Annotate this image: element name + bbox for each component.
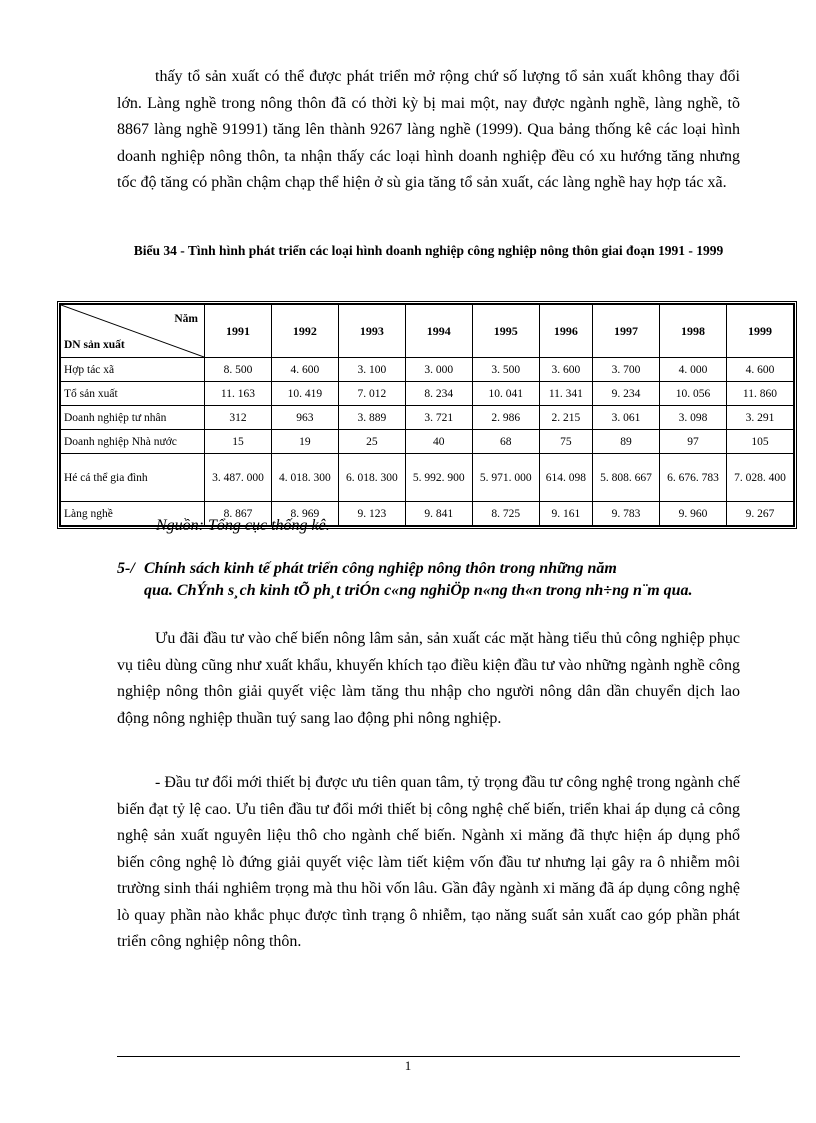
- table-cell: 3. 500: [472, 358, 539, 382]
- table-cell: 7. 012: [338, 382, 405, 406]
- table-cell: 3. 098: [660, 406, 727, 430]
- table-cell: 11. 860: [726, 382, 793, 406]
- table-cell: 3. 000: [405, 358, 472, 382]
- year-header-1995: 1995: [472, 305, 539, 358]
- table-cell: 6. 676. 783: [660, 454, 727, 502]
- year-header-1997: 1997: [593, 305, 660, 358]
- statistics-table: [60, 304, 794, 526]
- table-cell: 9. 161: [539, 502, 592, 526]
- table-cell: 10. 056: [660, 382, 727, 406]
- table-cell: 40: [405, 430, 472, 454]
- table-cell: 9. 267: [726, 502, 793, 526]
- table-row: [61, 430, 794, 454]
- table-cell: 3. 721: [405, 406, 472, 430]
- table-cell: 10. 419: [271, 382, 338, 406]
- table-cell: 89: [593, 430, 660, 454]
- table-cell: 8. 969: [271, 502, 338, 526]
- year-header-1993: 1993: [338, 305, 405, 358]
- section-heading: [117, 558, 740, 602]
- table-cell: 3. 061: [593, 406, 660, 430]
- table-cell: 11. 341: [539, 382, 592, 406]
- table-header-row: [61, 305, 794, 358]
- table-cell: 9. 783: [593, 502, 660, 526]
- table-cell: 8. 500: [205, 358, 272, 382]
- year-header-1996: 1996: [539, 305, 592, 358]
- year-header-1994: 1994: [405, 305, 472, 358]
- table-cell: 19: [271, 430, 338, 454]
- row-label: Hé cá thể gia đình: [61, 454, 205, 502]
- row-label: Doanh nghiệp Nhà nước: [61, 430, 205, 454]
- table-row: [61, 454, 794, 502]
- year-header-1999: 1999: [726, 305, 793, 358]
- table-cell: 105: [726, 430, 793, 454]
- year-header-1991: 1991: [205, 305, 272, 358]
- table-cell: 11. 163: [205, 382, 272, 406]
- table-row: [61, 382, 794, 406]
- table-cell: 3. 100: [338, 358, 405, 382]
- year-header-1998: 1998: [660, 305, 727, 358]
- table-cell: 963: [271, 406, 338, 430]
- table-cell: 4. 000: [660, 358, 727, 382]
- section-heading-line2: qua. ChÝnh s¸ch kinh tÕ ph¸t triÓn c«ng nghiÖp n«ng th«n trong nh÷ng n¨m qua.: [144, 582, 693, 599]
- table-cell: 15: [205, 430, 272, 454]
- table-cell: 6. 018. 300: [338, 454, 405, 502]
- table-cell: 4. 018. 300: [271, 454, 338, 502]
- row-label: Tổ sản xuất: [61, 382, 205, 406]
- table-cell: 2. 215: [539, 406, 592, 430]
- source-note: Nguồn: Tổng cục thống kê.: [156, 517, 330, 534]
- table-cell: 10. 041: [472, 382, 539, 406]
- statistics-table-frame: [57, 301, 797, 529]
- table-cell: 3. 291: [726, 406, 793, 430]
- table-cell: 312: [205, 406, 272, 430]
- table-cell: 614. 098: [539, 454, 592, 502]
- table-cell: 9. 960: [660, 502, 727, 526]
- table-cell: 7. 028. 400: [726, 454, 793, 502]
- paragraph-incentives: Ưu đãi đầu tư vào chế biến nông lâm sản, sản xuất các mặt hàng tiểu thủ công nghiệp phục vụ tiêu dùng cũng như xuất khẩu, khuyến khích tạo điều kiện đầu tư vào những ngành nghề công nghiệp nông thôn giải quyết việc làm tăng thu nhập cho người nông dân dần chuyển dịch lao động nông nghiệp thuần tuý sang lao động phi nông nghiệp.: [117, 630, 740, 727]
- table-cell: 3. 889: [338, 406, 405, 430]
- year-header-1992: 1992: [271, 305, 338, 358]
- table-cell: 9. 841: [405, 502, 472, 526]
- corner-label-year: Năm: [174, 313, 198, 325]
- row-label: Doanh nghiệp tư nhân: [61, 406, 205, 430]
- table-cell: 4. 600: [271, 358, 338, 382]
- page-number: 1: [404, 1058, 412, 1073]
- table-caption: Biểu 34 - Tình hình phát triển các loại hình doanh nghiệp công nghiệp nông thôn giai đoạn 1991 - 1999: [133, 243, 724, 258]
- table-cell: 75: [539, 430, 592, 454]
- table-cell: 9. 234: [593, 382, 660, 406]
- row-label: Hợp tác xã: [61, 358, 205, 382]
- table-cell: 8. 234: [405, 382, 472, 406]
- table-cell: 2. 986: [472, 406, 539, 430]
- footer-divider: [117, 1056, 740, 1057]
- table-cell: 9. 123: [338, 502, 405, 526]
- paragraph-investment: - Đầu tư đổi mới thiết bị được ưu tiên quan tâm, tỷ trọng đầu tư công nghệ trong ngành chế biến đạt tỷ lệ cao. Ưu tiên đầu tư đổi mới thiết bị công nghệ chế biến, triển khai áp dụng cả công nghệ sản xuất nguyên liệu thô cho ngành chế biến. Ngành xi măng đã thực hiện áp dụng phổ biến công nghệ lò đứng giải quyết việc làm tiết kiệm vốn đầu tư nhưng lại gây ra ô nhiễm môi trường sinh thái nghiêm trọng mà thu hồi vốn lâu. Gần đây ngành xi măng đã áp dụng công nghệ lò quay phần nào khắc phục được tình trạng ô nhiễm, tạo năng suất sản xuất cao góp phần phát triển công nghiệp nông thôn.: [117, 774, 740, 950]
- table-cell: 8. 867: [205, 502, 272, 526]
- table-cell: 8. 725: [472, 502, 539, 526]
- section-number: 5-/: [117, 560, 135, 577]
- table-cell: 68: [472, 430, 539, 454]
- table-cell: 5. 971. 000: [472, 454, 539, 502]
- table-corner-cell: [61, 305, 205, 358]
- table-cell: 5. 808. 667: [593, 454, 660, 502]
- table-cell: 3. 700: [593, 358, 660, 382]
- table-row: [61, 406, 794, 430]
- table-cell: 97: [660, 430, 727, 454]
- paragraph-intro: thấy tổ sản xuất có thể được phát triển mở rộng chứ số lượng tổ sản xuất không thay đổi lớn. Làng nghề trong nông thôn đã có thời kỳ bị mai một, nay được ngành nghề, làng nghề, tõ 8867 làng nghề 91991) tăng lên thành 9267 làng nghề (1999). Qua bảng thống kê các loại hình doanh nghiệp nông thôn, ta nhận thấy các loại hình doanh nghiệp đều có xu hướng tăng nhưng tốc độ tăng có phần chậm chạp thể hiện ở sù gia tăng tổ sản xuất, các làng nghề hay hợp tác xã.: [117, 68, 740, 191]
- table-cell: 25: [338, 430, 405, 454]
- corner-label-enterprise: DN sản xuất: [64, 339, 125, 351]
- table-cell: 3. 487. 000: [205, 454, 272, 502]
- section-heading-line1: Chính sách kinh tế phát triển công nghiệp nông thôn trong những năm: [144, 560, 617, 577]
- table-cell: 4. 600: [726, 358, 793, 382]
- row-label: Làng nghề: [61, 502, 205, 526]
- table-cell: 5. 992. 900: [405, 454, 472, 502]
- table-row: [61, 358, 794, 382]
- table-cell: 3. 600: [539, 358, 592, 382]
